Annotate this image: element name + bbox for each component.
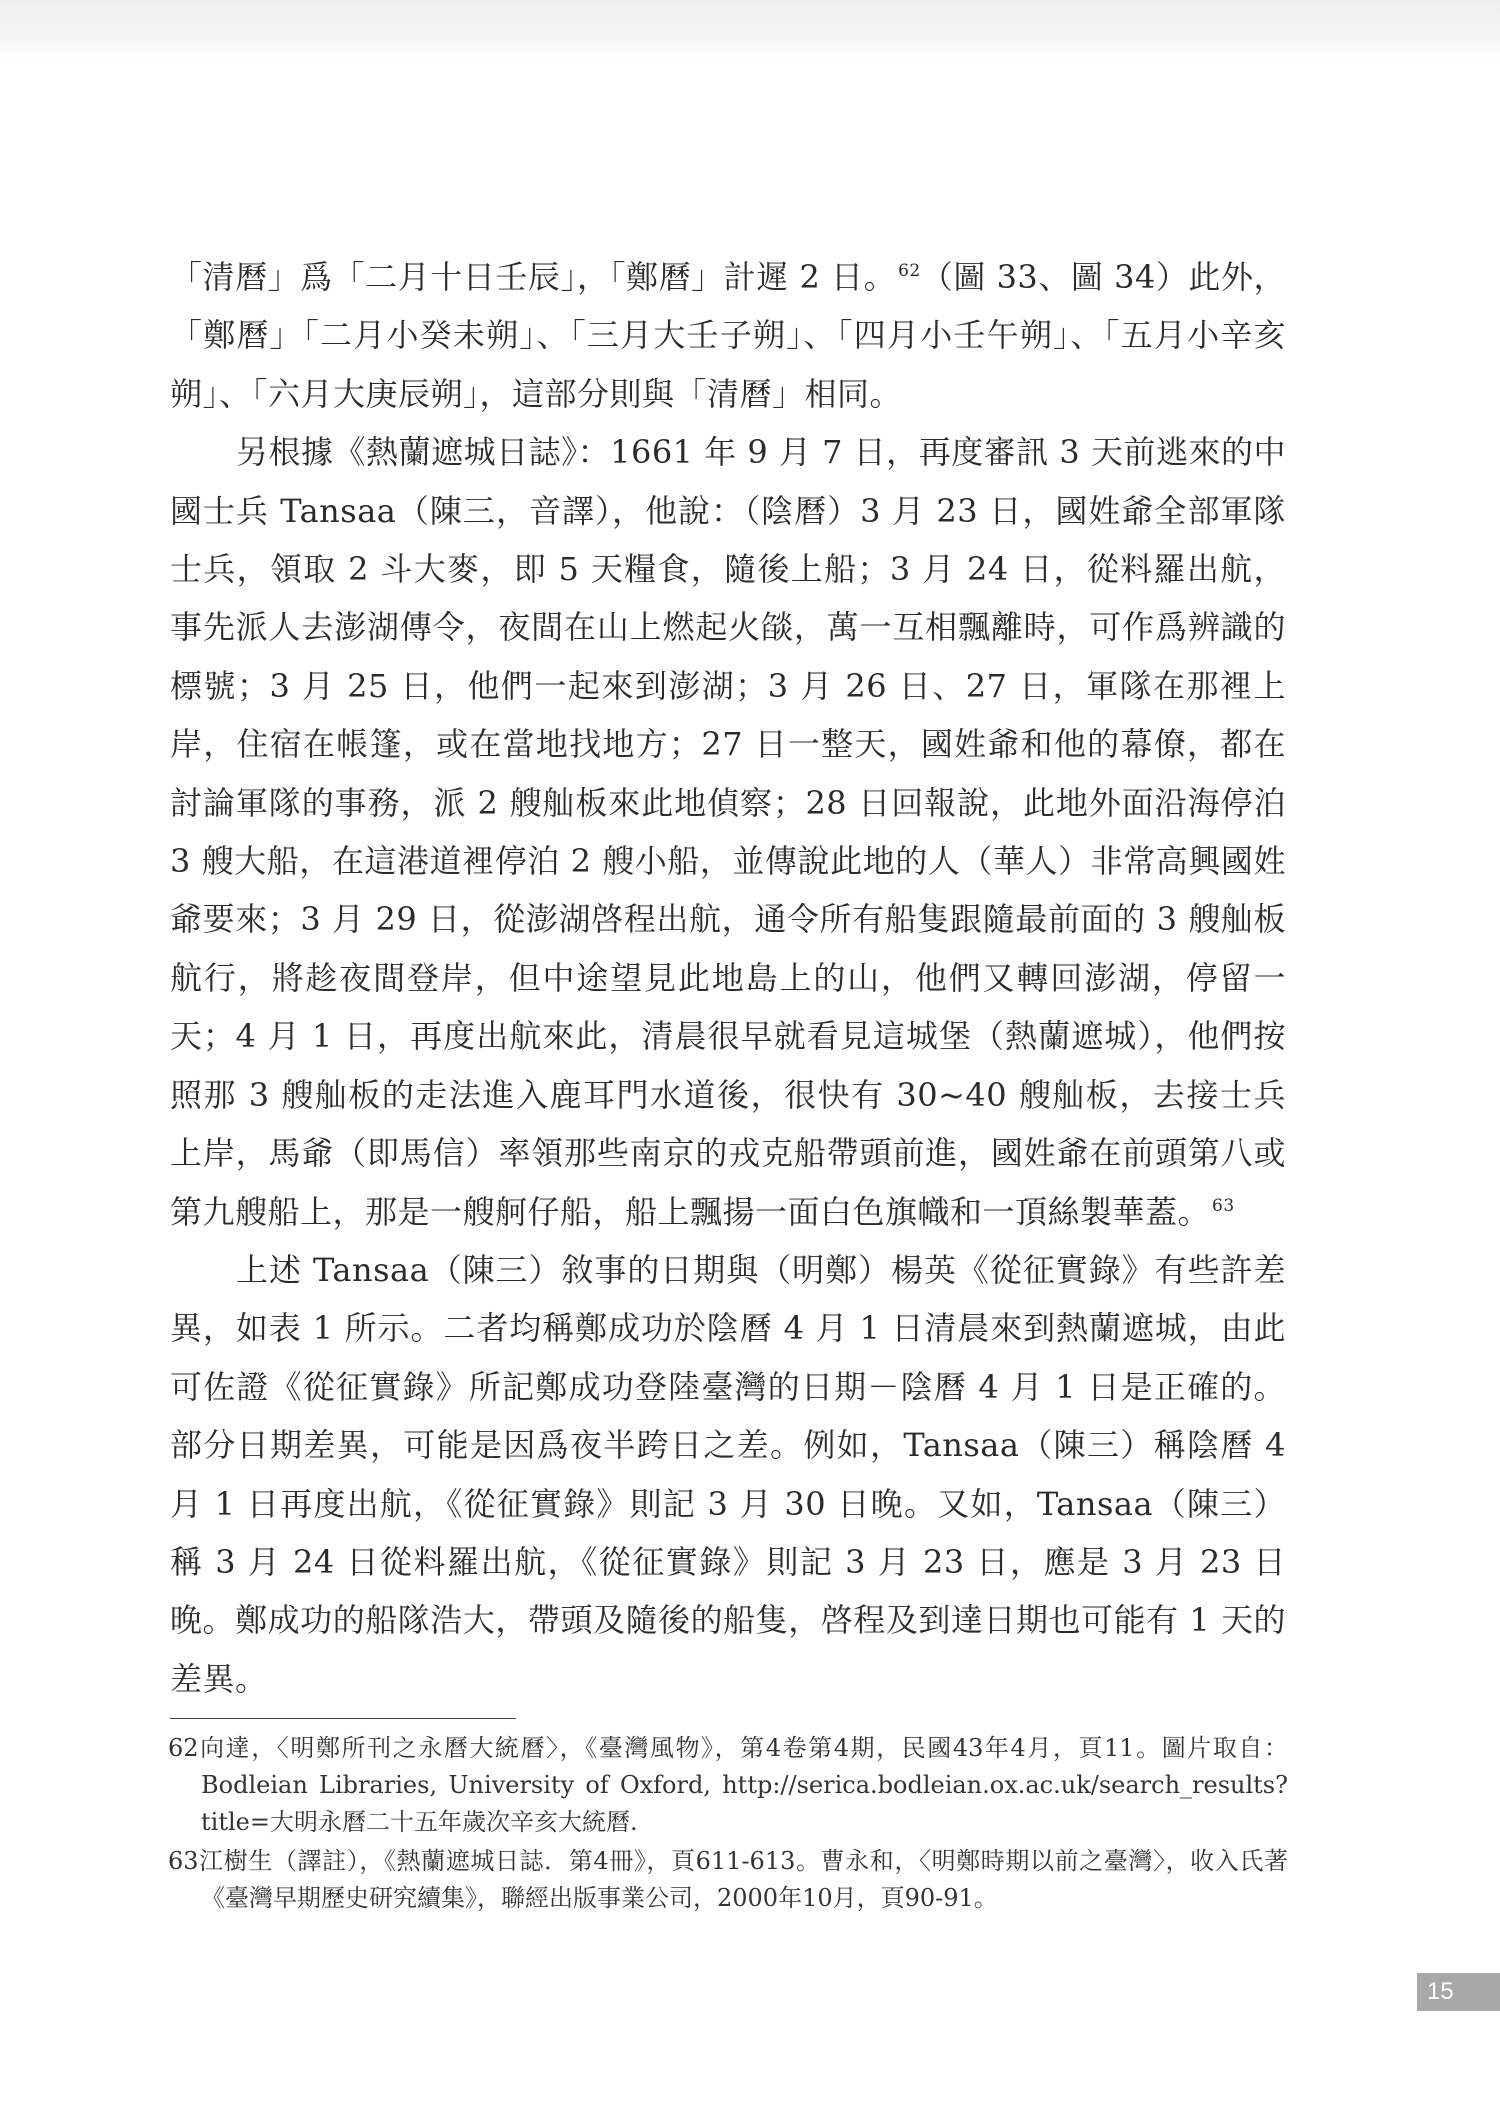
page-number: 15 xyxy=(1417,1973,1500,2011)
paragraph-3-text: 上述 Tansaa（陳三）敘事的日期與（明鄭）楊英《從征實錄》有些許差異，如表 1 所示。二者均稱鄭成功於陰曆 4 月 1 日清晨來到熱蘭遮城，由此可佐證《從征實錄》所記鄭成功登陸臺灣的日期－陰曆 4 月 1 日是正確的。部分日期差異，可能是因爲夜半跨日之差。例如，Tansaa（陳三）稱陰曆 4 月 1 日再度出航，《從征實錄》則記 3 月 30 日晚。又如，Tansaa（陳三）稱 3 月 24 日從料羅出航，《從征實錄》則記 3 月 23 日，應是 3 月 23 日晚。鄭成功的船隊浩大，帶頭及隨後的船隻，啓程及到達日期也可能有 1 天的差異。 xyxy=(170,1250,1286,1698)
footnote-63: 63江樹生（譯註），《熱蘭遮城日誌．第4冊》，頁611-613。曹永和，〈明鄭時期以前之臺灣〉，收入氏著《臺灣早期歷史研究續集》，聯經出版事業公司，2000年10月，頁90-91。 xyxy=(168,1847,1288,1912)
paragraph-3 xyxy=(170,1241,1286,1708)
footnote-62: 62向達，〈明鄭所刊之永曆大統曆〉，《臺灣風物》，第4卷第4期，民國43年4月，頁11。圖片取自：Bodleian Libraries, University of Oxford, http://serica.bodleian.ox.ac.uk/search_results?title=大明永曆二十五年歲次辛亥大統曆. xyxy=(168,1734,1288,1836)
paragraph-1-text-cont: （圖 33、圖 34）此外，「鄭曆」「二月小癸未朔」、「三月大壬子朔」、「四月小壬午朔」、「五月小辛亥朔」、「六月大庚辰朔」，這部分則與「清曆」相同。 xyxy=(170,258,1286,413)
paragraph-2-text: 另根據《熱蘭遮城日誌》：1661 年 9 月 7 日，再度審訊 3 天前逃來的中國士兵 Tansaa（陳三，音譯），他說：（陰曆）3 月 23 日，國姓爺全部軍隊士兵，領取 2 斗大麥，即 5 天糧食，隨後上船；3 月 24 日，從料羅出航，事先派人去澎湖傳令，夜間在山上燃起火燄，萬一互相飄離時，可作爲辨識的標號；3 月 25 日，他們一起來到澎湖；3 月 26 日、27 日，軍隊在那裡上岸，住宿在帳篷，或在當地找地方；27 日一整天，國姓爺和他的幕僚，都在討論軍隊的事務，派 2 艘舢板來此地偵察；28 日回報說，此地外面沿海停泊 3 艘大船，在這港道裡停泊 2 艘小船，並傳說此地的人（華人）非常高興國姓爺要來；3 月 29 日，從澎湖啓程出航，通令所有船隻跟隨最前面的 3 艘舢板航行，將趁夜間登岸，但中途望見此地島上的山，他們又轉回澎湖，停留一天；4 月 1 日，再度出航來此，清晨很早就看見這城堡（熱蘭遮城），他們按照那 3 艘舢板的走法進入鹿耳門水道後，很快有 30~40 艘舢板，去接士兵上岸，馬爺（即馬信）率領那些南京的戎克船帶頭前進，國姓爺在前頭第八或第九艘船上，那是一艘舸仔船，船上飄揚一面白色旗幟和一頂絲製華蓋。 xyxy=(170,433,1286,1231)
footnotes xyxy=(168,1730,1288,1919)
scan-top-shadow xyxy=(0,0,1500,60)
footnote-divider xyxy=(170,1718,516,1719)
paragraph-2 xyxy=(170,423,1286,1241)
body-text xyxy=(170,248,1286,1708)
paragraph-1 xyxy=(170,248,1286,423)
footnote-ref-63[interactable]: 63 xyxy=(1212,1195,1235,1216)
paragraph-1-text: 「清曆」爲「二月十日壬辰」，「鄭曆」計遲 2 日。 xyxy=(170,258,897,296)
footnote-ref-62[interactable]: 62 xyxy=(898,261,921,282)
